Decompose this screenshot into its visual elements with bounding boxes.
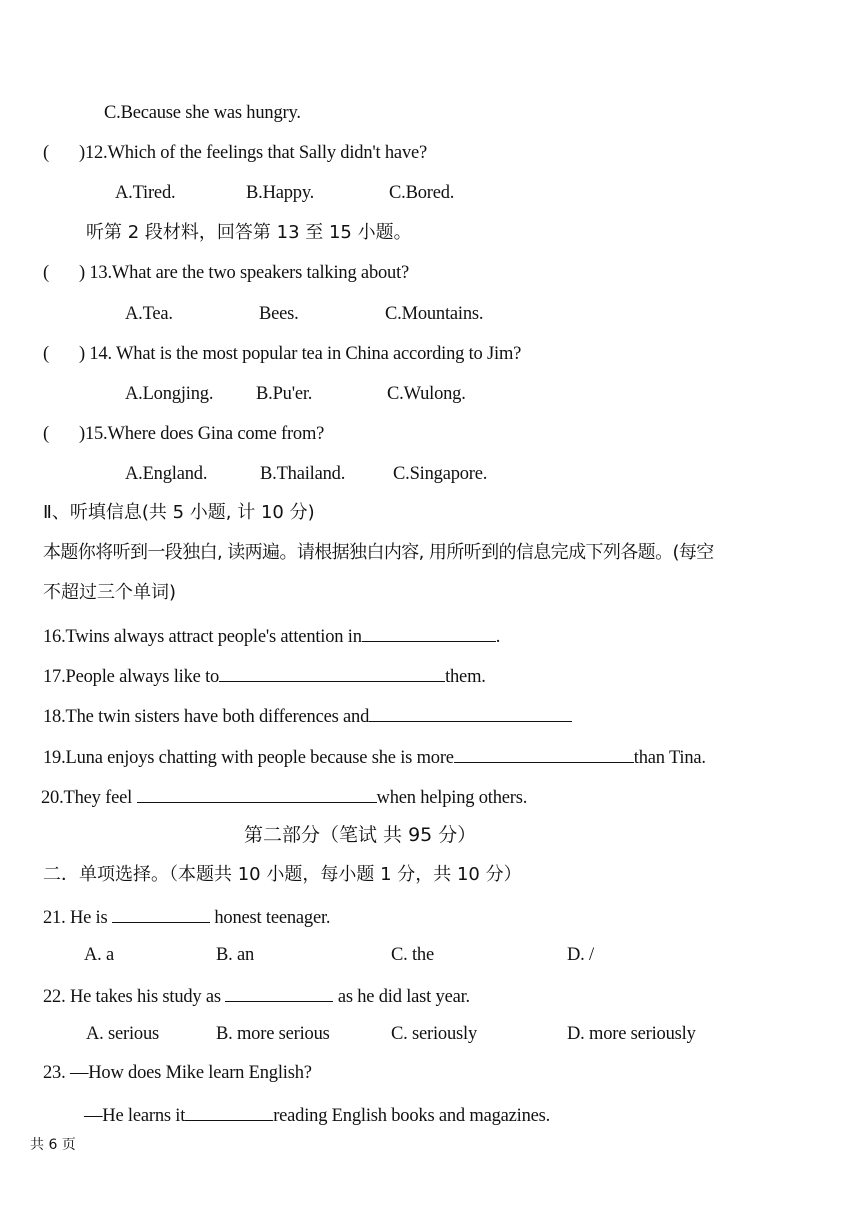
answer-blank[interactable] [362, 623, 496, 642]
question-13 [43, 262, 409, 284]
option-a: A.Tea. [125, 304, 173, 324]
question-text: 20.They feel [41, 788, 133, 808]
option-d: D. / [567, 945, 594, 965]
option-a: A.Tired. [115, 183, 176, 203]
page-footer: 共 6 页 [30, 1137, 76, 1153]
question-stem: )12.Which of the feelings that Sally didn't have? [79, 143, 428, 163]
question-14-options [0, 383, 867, 405]
option-a: A. a [84, 945, 115, 965]
part-2-heading: Ⅱ、听填信息(共 5 小题, 计 10 分) [43, 502, 315, 523]
answer-blank[interactable] [137, 784, 377, 803]
question-20 [41, 784, 527, 809]
option-a: A.Longjing. [125, 384, 214, 404]
answer-blank[interactable] [185, 1102, 273, 1121]
question-18 [43, 703, 572, 728]
option-c: C. the [391, 945, 434, 965]
option-a: A.England. [125, 464, 208, 484]
single-choice-heading: 二．单项选择。（本题共 10 小题，每小题 1 分，共 10 分） [43, 864, 522, 885]
option-c: C.Bored. [389, 183, 455, 203]
question-14 [43, 343, 521, 365]
option-b: B.Pu'er. [256, 384, 313, 404]
answer-blank[interactable] [454, 744, 634, 763]
answer-paren: ( [43, 143, 49, 163]
option-b: B. an [216, 945, 255, 965]
question-22 [43, 983, 470, 1008]
question-16 [43, 623, 500, 648]
question-text: 22. He takes his study as [43, 987, 221, 1007]
question-text-end: honest teenager. [214, 908, 331, 928]
question-23-answer-line [84, 1102, 550, 1127]
written-part-title: 第二部分（笔试 共 95 分） [244, 824, 477, 846]
question-text: 17.People always like to [43, 667, 220, 687]
answer-paren: ( [43, 424, 49, 444]
answer-blank[interactable] [219, 663, 445, 682]
question-21 [43, 904, 330, 929]
question-12 [43, 142, 427, 164]
part-2-description-line-2: 不超过三个单词) [43, 582, 177, 603]
answer-blank[interactable] [112, 904, 210, 923]
answer-paren: ( [43, 263, 49, 283]
question-13-options [0, 303, 867, 325]
question-text: —He learns it [84, 1106, 186, 1126]
question-text-end: than Tina. [633, 748, 706, 768]
part-2-description-line-1: 本题你将听到一段独白, 读两遍。请根据独白内容, 用所听到的信息完成下列各题。(每空 [43, 542, 714, 563]
question-stem: ) 13.What are the two speakers talking about? [79, 263, 410, 283]
option-b: B.Happy. [246, 183, 315, 203]
option-d: D. more seriously [567, 1024, 696, 1044]
question-text-end: reading English books and magazines. [273, 1106, 551, 1126]
question-15-options [0, 463, 867, 485]
q11-option-c: C.Because she was hungry. [104, 103, 301, 123]
option-c: C.Mountains. [385, 304, 484, 324]
question-text: 16.Twins always attract people's attention in [43, 627, 362, 647]
answer-paren: ( [43, 344, 49, 364]
question-text-end: them. [445, 667, 486, 687]
question-22-options [0, 1023, 867, 1045]
question-15 [43, 423, 324, 445]
option-a: A. serious [86, 1024, 160, 1044]
question-text-end: . [495, 627, 501, 647]
question-text-end: as he did last year. [337, 987, 470, 1007]
question-text: 21. He is [43, 908, 108, 928]
option-c: C. seriously [391, 1024, 477, 1044]
answer-blank[interactable] [225, 983, 333, 1002]
question-text-end: when helping others. [376, 788, 528, 808]
option-b: B.Thailand. [260, 464, 346, 484]
question-stem: )15.Where does Gina come from? [79, 424, 325, 444]
question-stem: ) 14. What is the most popular tea in China according to Jim? [79, 344, 522, 364]
question-21-options [0, 944, 867, 966]
section-2-instruction: 听第 2 段材料，回答第 13 至 15 小题。 [86, 222, 412, 243]
question-text: 18.The twin sisters have both differences and [43, 707, 370, 727]
question-12-options [0, 182, 867, 204]
question-17 [43, 663, 486, 688]
question-19 [43, 744, 706, 769]
option-b: B. more serious [216, 1024, 330, 1044]
option-c: C.Singapore. [393, 464, 488, 484]
option-b: Bees. [259, 304, 299, 324]
question-text: 19.Luna enjoys chatting with people because she is more [43, 748, 454, 768]
question-23: 23. —How does Mike learn English? [43, 1063, 312, 1083]
answer-blank[interactable] [369, 703, 572, 722]
option-c: C.Wulong. [387, 384, 466, 404]
